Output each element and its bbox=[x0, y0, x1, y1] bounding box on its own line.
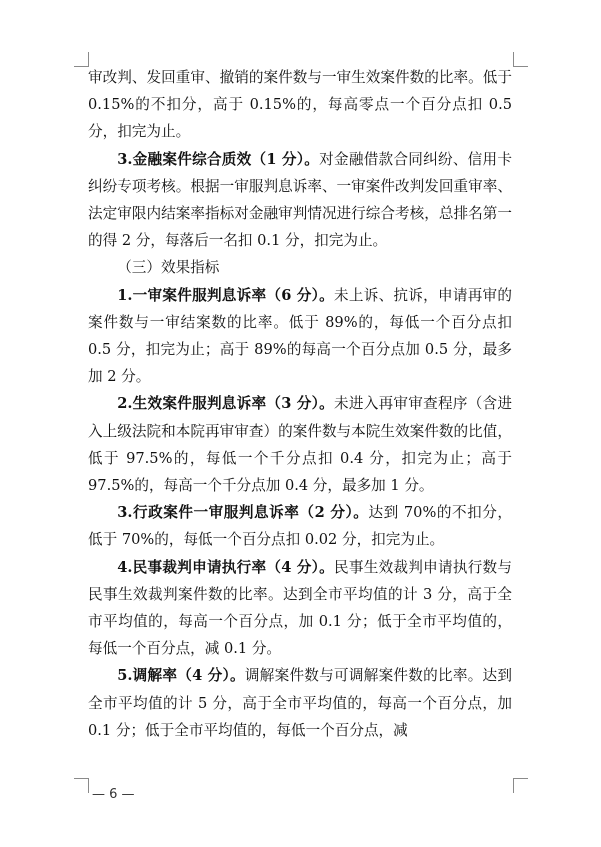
item-body: 对金融借款合同纠纷、信用卡纠纷专项考核。根据一审服判息诉率、一审案件改判发回重审率、法定审限内结案率指标对金融审判情况进行综合考核，总排名第一的得 2 分，每落后一名扣 0.1 分，扣完为止。 bbox=[88, 150, 512, 250]
item-title: 1.一审案件服判息诉率（6 分）。 bbox=[117, 286, 334, 304]
item-body: 调解案件数与可调解案件数的比率。达到全市平均值的计 5 分，高于全市平均值的，每高一个百分点，加 0.1 分；低于全市平均值的，每低一个百分点，减 bbox=[88, 667, 512, 739]
item-body: 民事生效裁判申请执行数与民事生效裁判案件数的比率。达到全市平均值的计 3 分，高于全市平均值的，每高一个百分点，加 0.1 分；低于全市平均值的，每低一个百分点，减 0.1 分。 bbox=[88, 558, 512, 658]
crop-mark-top-right bbox=[513, 52, 528, 67]
paragraph-first-instance-acceptance bbox=[88, 282, 512, 391]
paragraph-civil-execution-rate bbox=[88, 554, 512, 663]
page-number: — 6 — bbox=[92, 787, 135, 802]
paragraph-continuation: 审改判、发回重审、撤销的案件数与一审生效案件数的比率。低于 0.15%的不扣分，高于 0.15%的，每高零点一个百分点扣 0.5 分，扣完为止。 bbox=[88, 69, 512, 141]
item-body: 达到 70%的不扣分，低于 70%的，每低一个百分点扣 0.02 分，扣完为止。 bbox=[88, 504, 513, 549]
item-title: 3.金融案件综合质效（1 分）。 bbox=[117, 150, 320, 168]
item-title: 5.调解率（4 分）。 bbox=[117, 667, 245, 685]
item-title: 3.行政案件一审服判息诉率（2 分）。 bbox=[117, 504, 369, 522]
paragraph-financial-cases bbox=[88, 146, 512, 255]
paragraph-effective-case-acceptance bbox=[88, 390, 512, 499]
paragraph-mediation-rate bbox=[88, 662, 512, 744]
item-title: 4.民事裁判申请执行率（4 分）。 bbox=[117, 558, 334, 576]
paragraph-administrative-cases bbox=[88, 499, 512, 553]
crop-mark-top-left bbox=[74, 52, 89, 67]
crop-mark-bottom-right bbox=[513, 778, 528, 793]
item-body: 未进入再审审查程序（含进入上级法院和本院再审审查）的案件数与本院生效案件数的比值，低于 97.5%的，每低一个千分点扣 0.4 分，扣完为止；高于 97.5%的，每高一个千分点加 0.4 分，最多加 1 分。 bbox=[88, 395, 512, 495]
section-heading: （三）效果指标 bbox=[117, 259, 220, 277]
item-title: 2.生效案件服判息诉率（3 分）。 bbox=[117, 395, 334, 413]
body-text bbox=[88, 64, 512, 744]
item-body: 未上诉、抗诉，申请再审的案件数与一审结案数的比率。低于 89%的，每低一个百分点扣 0.5 分，扣完为止；高于 89%的每高一个百分点加 0.5 分，最多加 2 分。 bbox=[88, 286, 512, 386]
crop-mark-bottom-left bbox=[74, 778, 89, 793]
